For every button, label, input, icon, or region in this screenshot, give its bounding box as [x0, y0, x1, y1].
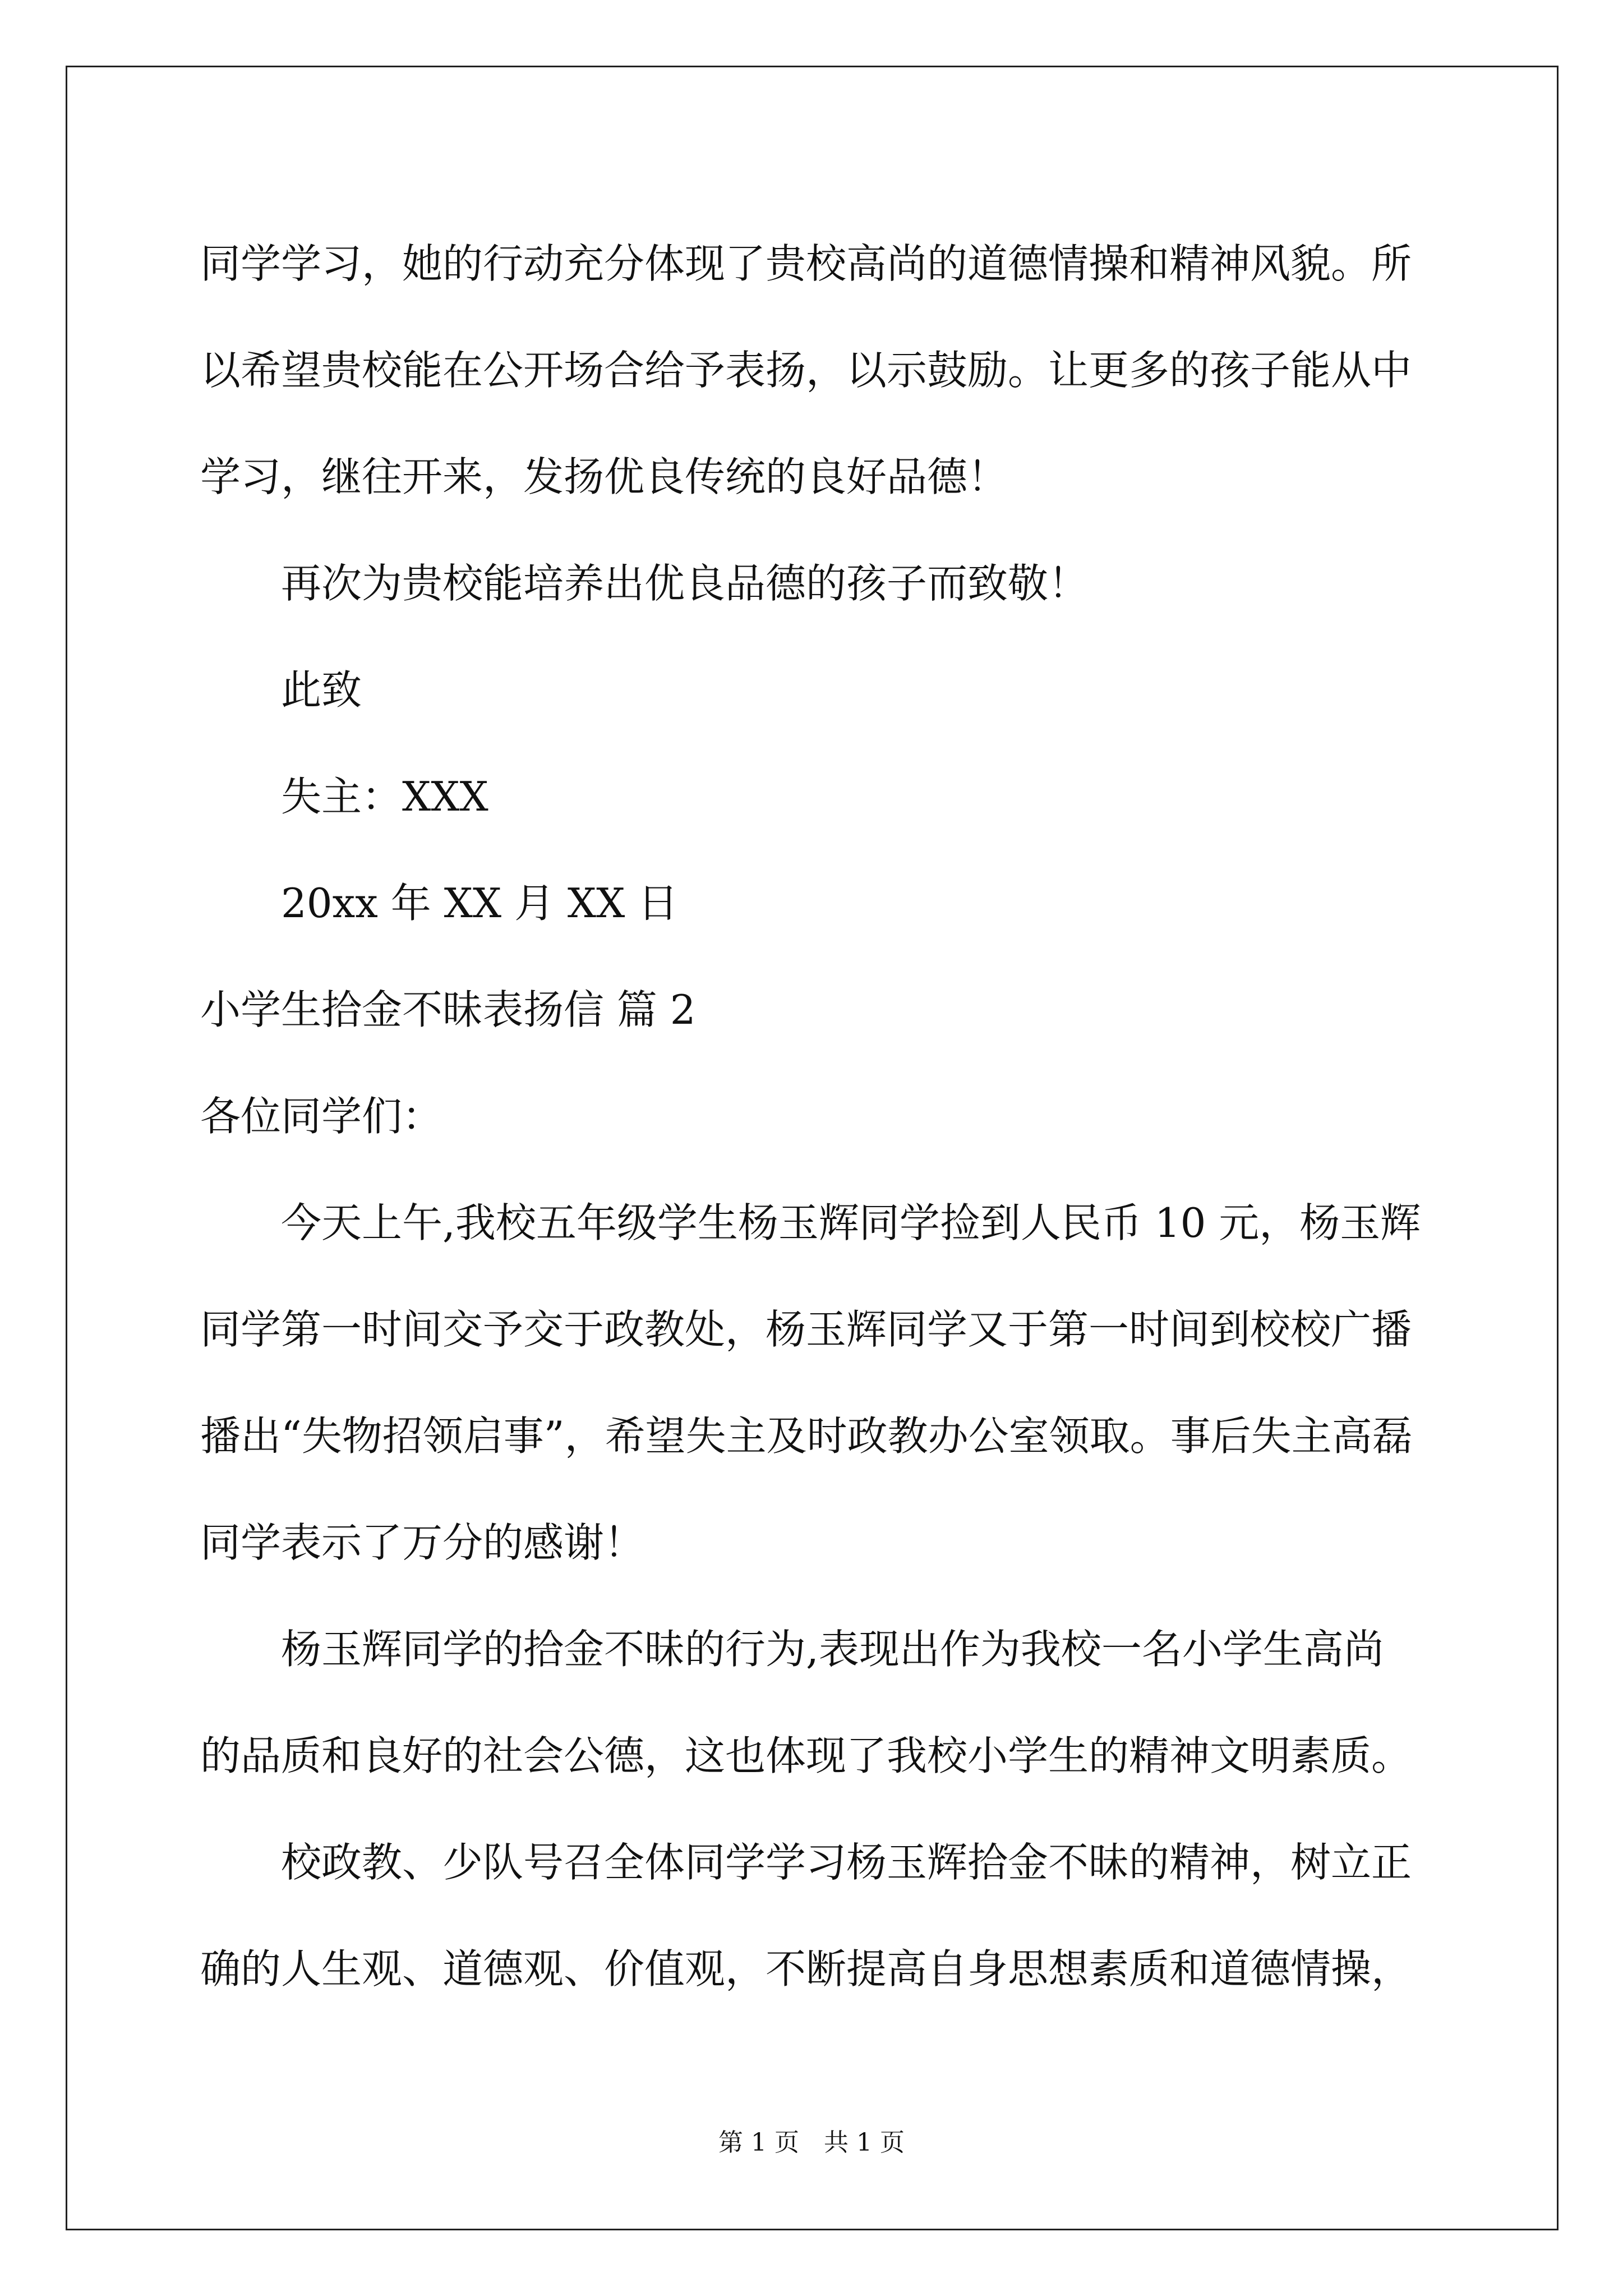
text-line-13: 同学表示了万分的感谢！	[200, 1519, 645, 1566]
text-line-2: 以希望贵校能在公开场合给予表扬，以示鼓励。让更多的孩子能从中	[200, 347, 1412, 394]
document-body	[200, 210, 1423, 2022]
text-line-10: 今天上午,我校五年级学生杨玉辉同学捡到人民币 10 元，杨玉辉	[281, 1199, 1421, 1246]
signature-line: 失主：XXX	[281, 773, 488, 820]
greeting-line: 各位同学们：	[200, 1093, 443, 1140]
text-line-16: 校政教、少队号召全体同学学习杨玉辉拾金不昧的精神，树立正	[281, 1839, 1412, 1886]
text-line-3: 学习，继往开来，发扬优良传统的良好品德！	[200, 453, 1008, 500]
closing-salutation: 此致	[281, 666, 362, 714]
text-line-15: 的品质和良好的社会公德，这也体现了我校小学生的精神文明素质。	[200, 1732, 1412, 1779]
text-line-11: 同学第一时间交予交于政教处，杨玉辉同学又于第一时间到校校广播	[200, 1306, 1412, 1353]
page-footer: 第 1 页 共 1 页	[718, 2128, 905, 2157]
date-line: 20xx 年 XX 月 XX 日	[281, 880, 679, 927]
section-heading: 小学生拾金不昧表扬信 篇 2	[200, 986, 696, 1033]
text-line-12: 播出“失物招领启事”，希望失主及时政教办公室领取。事后失主高磊	[200, 1412, 1413, 1460]
text-line-14: 杨玉辉同学的拾金不昧的行为,表现出作为我校一名小学生高尚	[281, 1626, 1384, 1673]
text-line-4: 再次为贵校能培养出优良品德的孩子而致敬！	[281, 560, 1089, 607]
text-line-1: 同学学习，她的行动充分体现了贵校高尚的道德情操和精神风貌。所	[200, 240, 1412, 287]
text-line-17: 确的人生观、道德观、价值观，不断提高自身思想素质和道德情操，	[200, 1945, 1412, 1993]
